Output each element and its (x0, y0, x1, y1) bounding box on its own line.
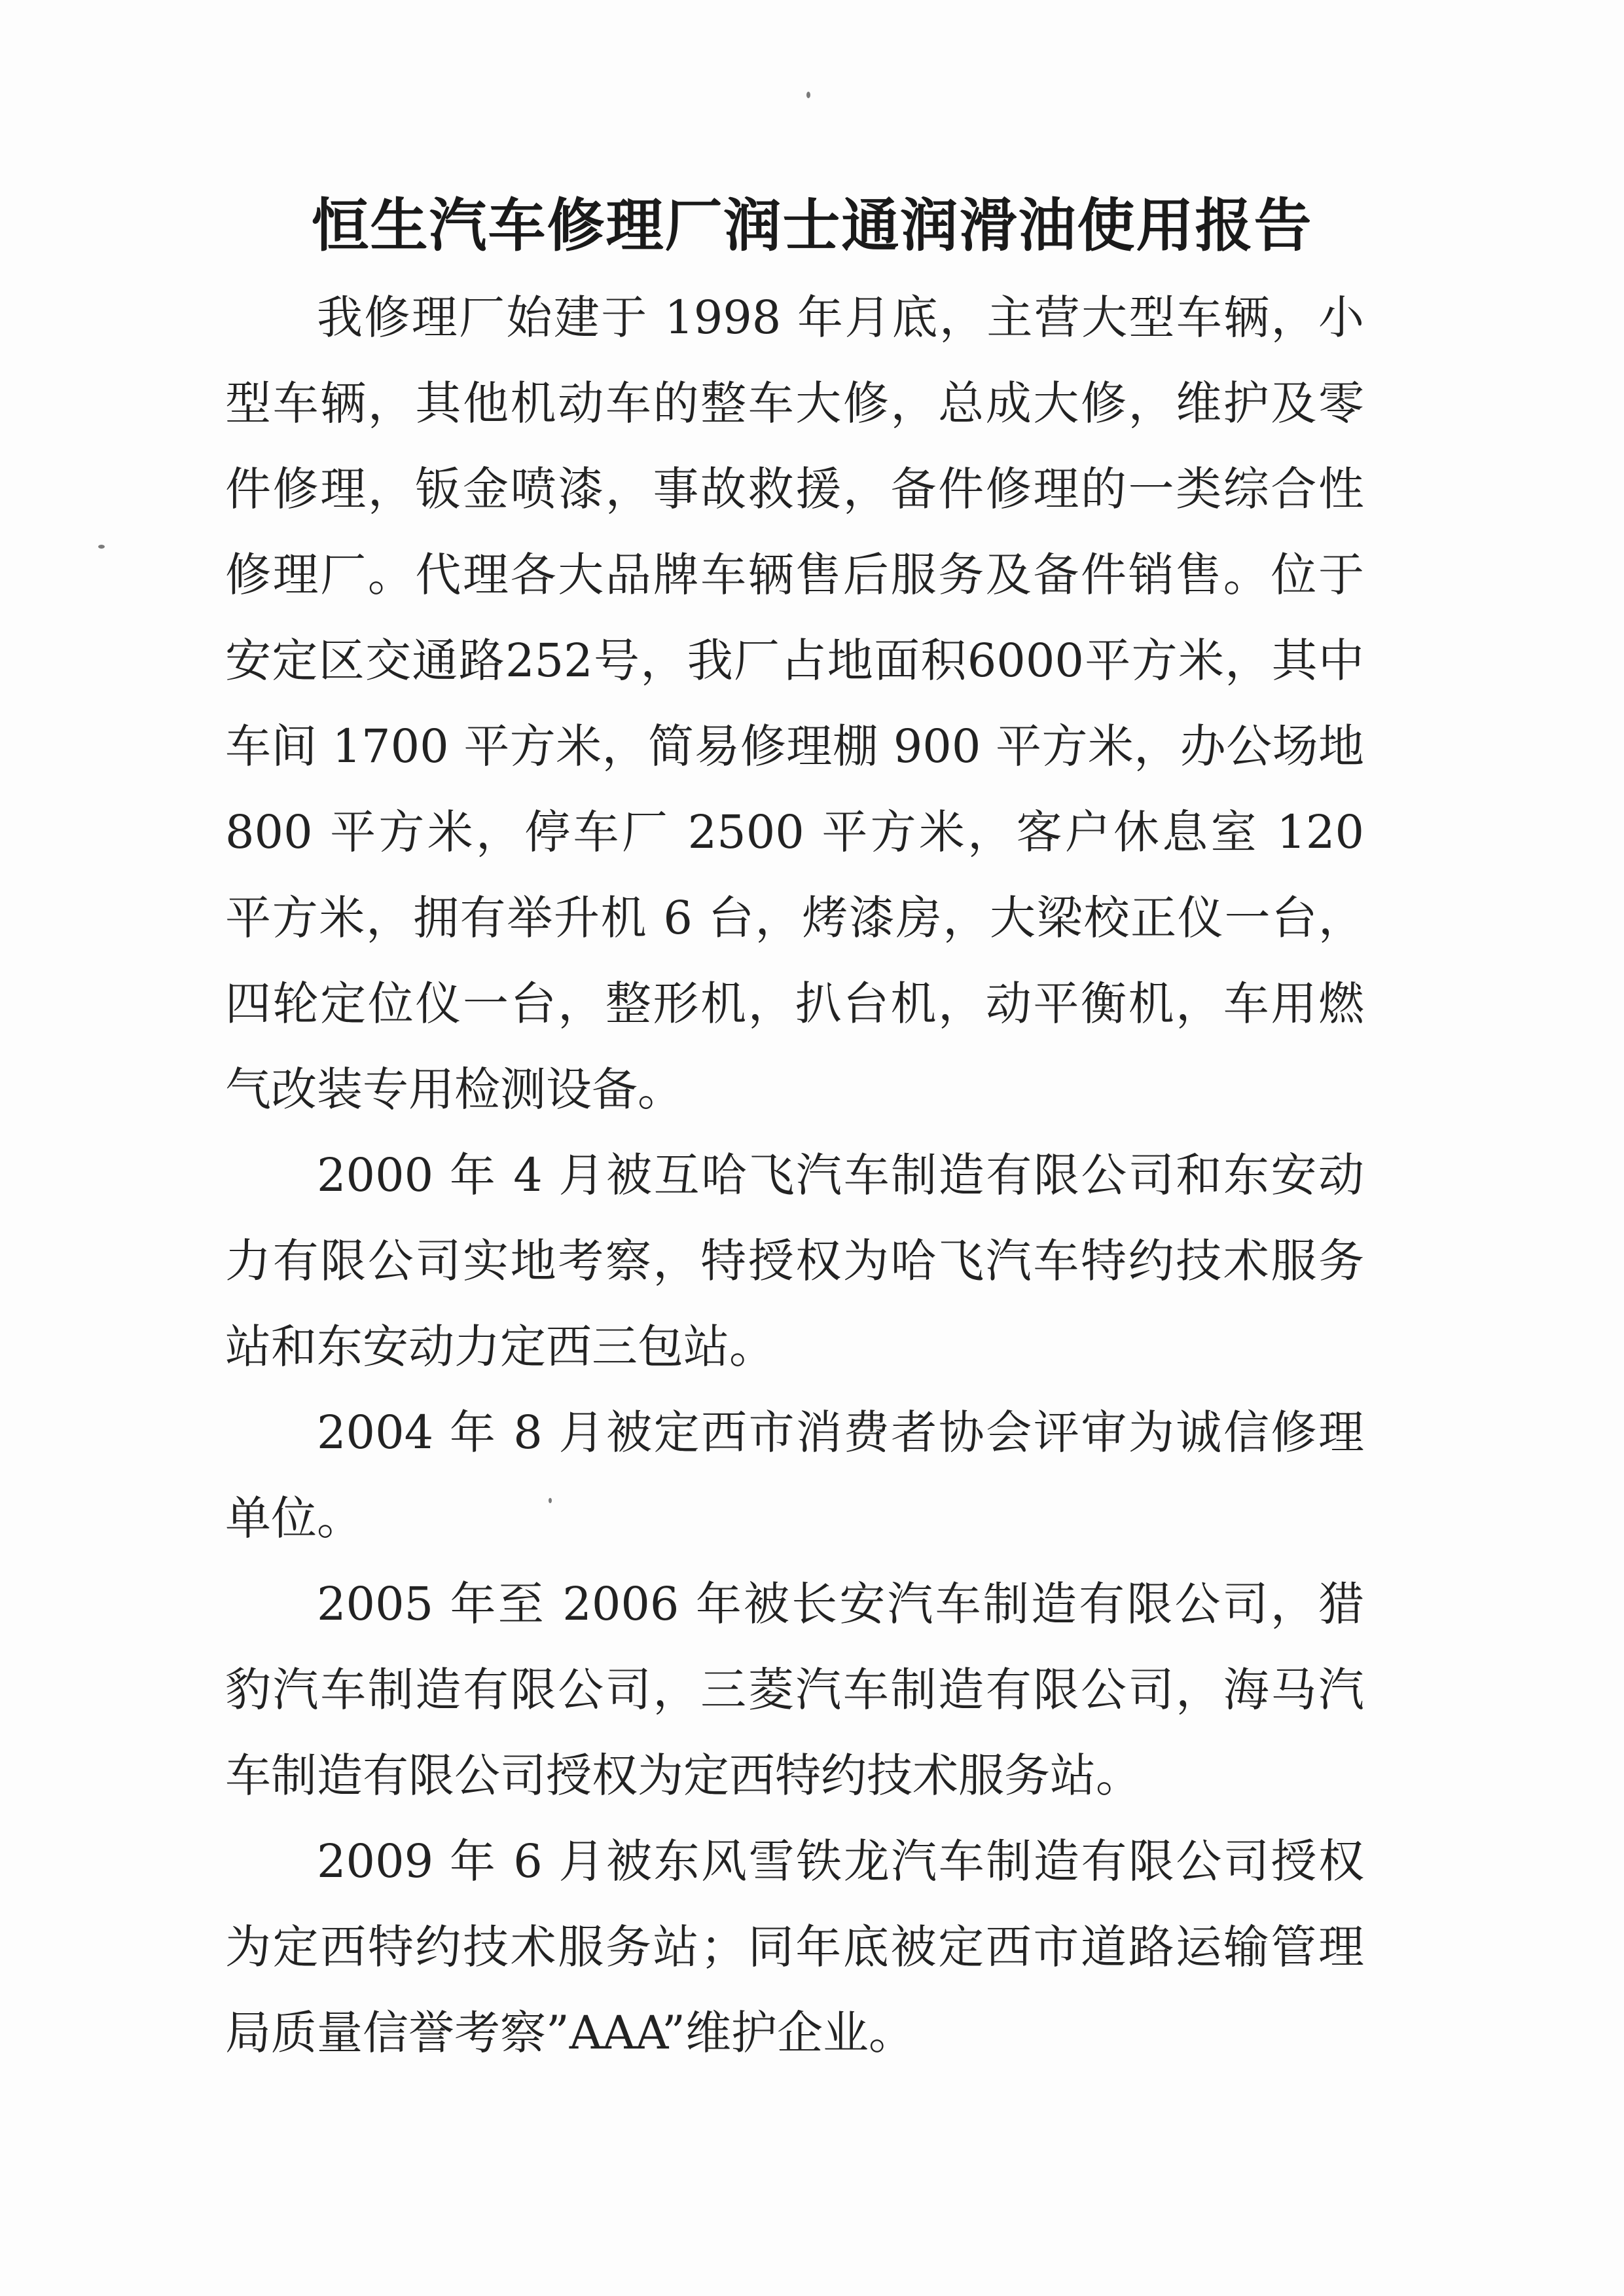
document-title: 恒生汽车修理厂润士通润滑油使用报告 (311, 191, 1313, 259)
scan-speck (98, 545, 105, 549)
paragraph-2004-integrity: 2004 年 8 月被定西市消费者协会评审为诚信修理单位。 (225, 1406, 1364, 1545)
paragraph-2000-authorization: 2000 年 4 月被互哈飞汽车制造有限公司和东安动力有限公司实地考察，特授权为哈飞汽车特约技术服务站和东安动力定西三包站。 (225, 1148, 1364, 1374)
paragraph-2009-authorization: 2009 年 6 月被东风雪铁龙汽车制造有限公司授权为定西特约技术服务站；同年底被定西市道路运输管理局质量信誉考察”AAA”维护企业。 (225, 1834, 1364, 2060)
scan-speck (806, 92, 810, 98)
paragraph-2005-2006-authorization: 2005 年至 2006 年被长安汽车制造有限公司，猎豹汽车制造有限公司，三菱汽车制造有限公司，海马汽车制造有限公司授权为定西特约技术服务站。 (225, 1577, 1364, 1802)
paragraph-company-overview: 我修理厂始建于 1998 年月底，主营大型车辆，小型车辆，其他机动车的整车大修，总成大修，维护及零件修理，钣金喷漆，事故救援，备件修理的一类综合性修理厂。代理各大品牌车辆售后服务及备件销售。位于安定区交通路252号，我厂占地面积6000平方米，其中车间 1700 平方米，简易修理棚 900 平方米，办公场地 800 平方米，停车厂 2500 平方米，客户休息室 120 平方米，拥有举升机 6 台，烤漆房，大梁校正仪一台，四轮定位仪一台，整形机，扒台机，动平衡机，车用燃气改装专用检测设备。 (225, 291, 1364, 1116)
document-body (225, 275, 1364, 2076)
